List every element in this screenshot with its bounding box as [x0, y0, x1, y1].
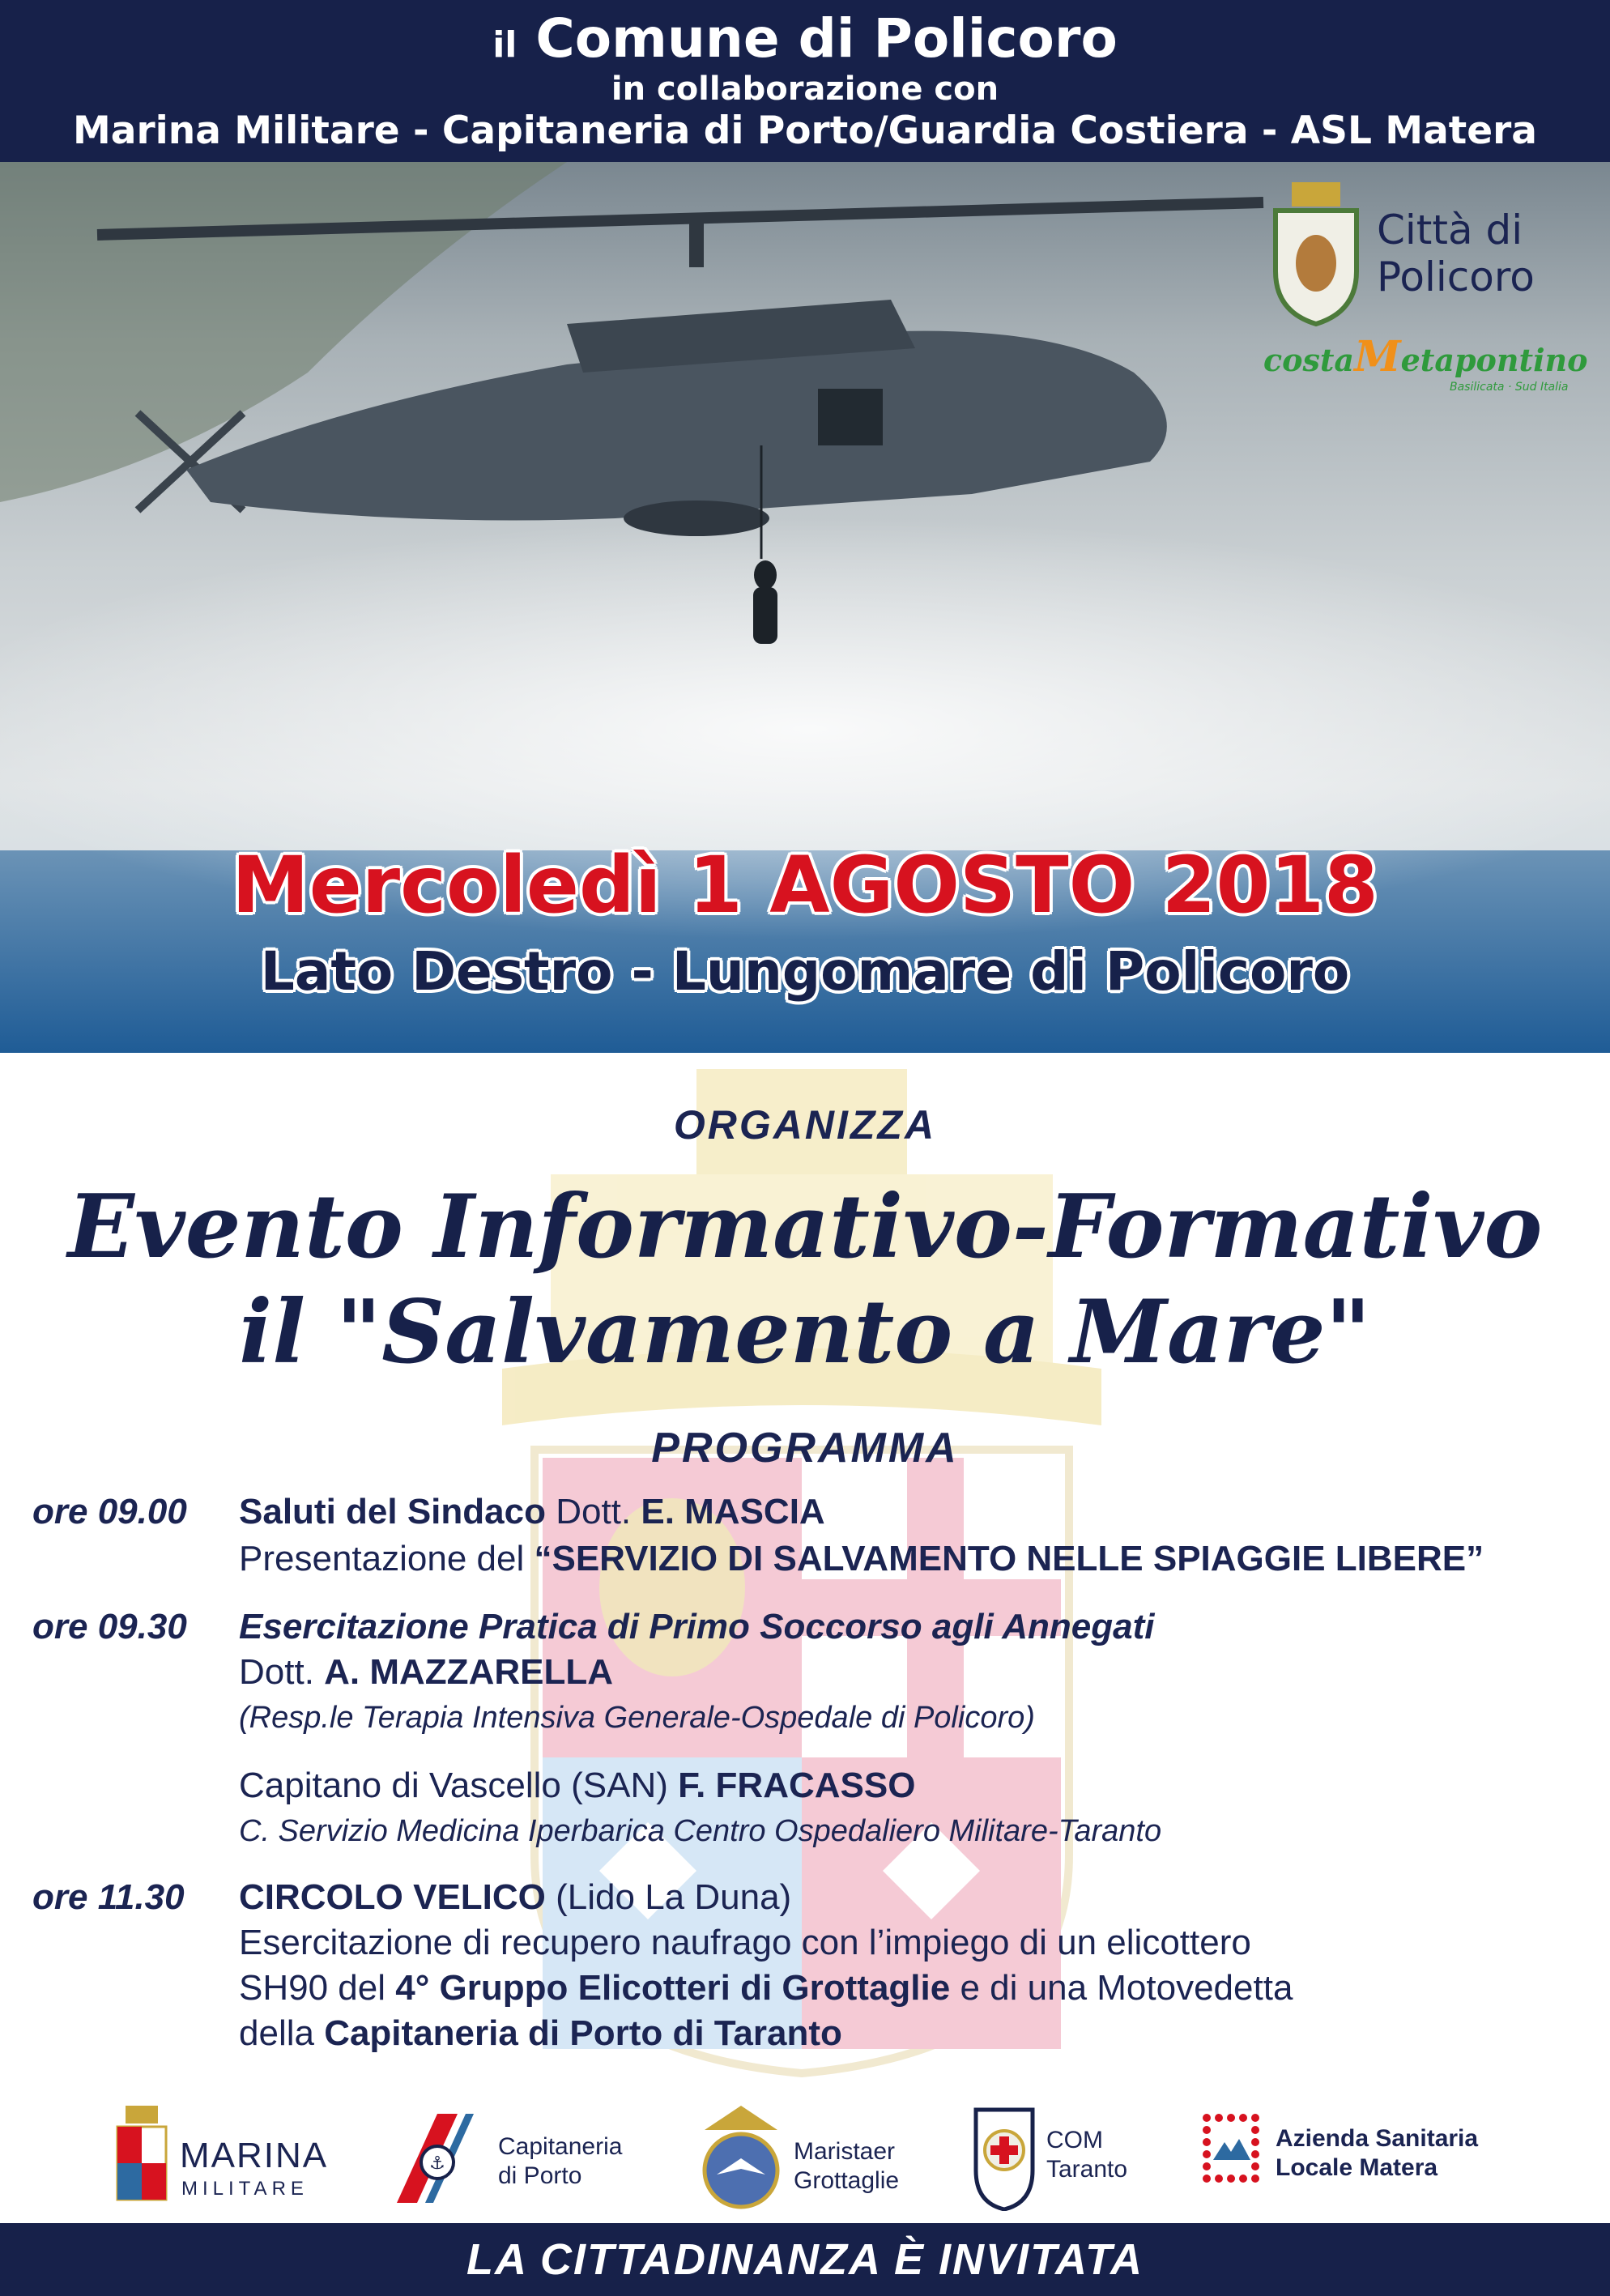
- header-title: [0, 6, 1610, 78]
- coast-guard-stripe-icon: [381, 2106, 486, 2211]
- svg-text:⚓: ⚓: [429, 2153, 445, 2174]
- event-title: [0, 1174, 1610, 1385]
- header-banner: [0, 0, 1610, 162]
- program-time: ore 11.30: [32, 1877, 185, 1917]
- header-collaboration: in collaborazione con: [611, 70, 999, 108]
- header-prefix: il: [492, 24, 518, 66]
- marina-crest-icon: [113, 2106, 170, 2203]
- organizza-heading: ORGANIZZA: [673, 1102, 937, 1148]
- marina-militare-logo: MARINA MILITARE: [113, 2098, 356, 2219]
- citta-policoro-logo: [1263, 182, 1579, 328]
- footer-banner: LA CITTADINANZA È INVITATA: [0, 2223, 1610, 2296]
- header-comune: Comune di Policoro: [535, 7, 1118, 70]
- event-place: Lato Destro - Lungomare di Policoro: [260, 940, 1350, 1003]
- maristaer-logo: Maristaer Grottaglie: [696, 2098, 923, 2219]
- citta-label-1: Città di: [1377, 207, 1523, 253]
- program-time: ore 09.00: [32, 1492, 187, 1531]
- door-shape: [818, 389, 883, 445]
- header-partners: Marina Militare - Capitaneria di Porto/Guardia Costiera - ASL Matera: [72, 109, 1538, 153]
- com-taranto-crest-icon: [972, 2106, 1037, 2211]
- event-title-line1: Evento Informativo-Formativo: [67, 1176, 1543, 1278]
- programma-heading: PROGRAMMA: [651, 1425, 959, 1472]
- rescuer-shape: [754, 560, 777, 590]
- asl-dots-icon: [1199, 2110, 1263, 2199]
- maristaer-badge-icon: [696, 2106, 786, 2211]
- sponsor-logos: [0, 2098, 1610, 2219]
- asl-matera-logo: Azienda Sanitaria Locale Matera: [1199, 2098, 1506, 2219]
- citta-label-2: Policoro: [1377, 253, 1535, 300]
- program-time: ore 09.30: [32, 1607, 187, 1646]
- costa-metapontino-logo: costaMetapontino Basilicata · Sud Italia: [1263, 332, 1588, 394]
- capitaneria-logo: ⚓ Capitaneria di Porto: [381, 2098, 648, 2219]
- event-date: Mercoledì 1 AGOSTO 2018: [232, 840, 1378, 931]
- event-title-line2: il "Salvamento a Mare": [239, 1281, 1371, 1383]
- com-taranto-logo: COM Taranto: [972, 2098, 1150, 2219]
- policoro-crest-icon: [1263, 182, 1369, 328]
